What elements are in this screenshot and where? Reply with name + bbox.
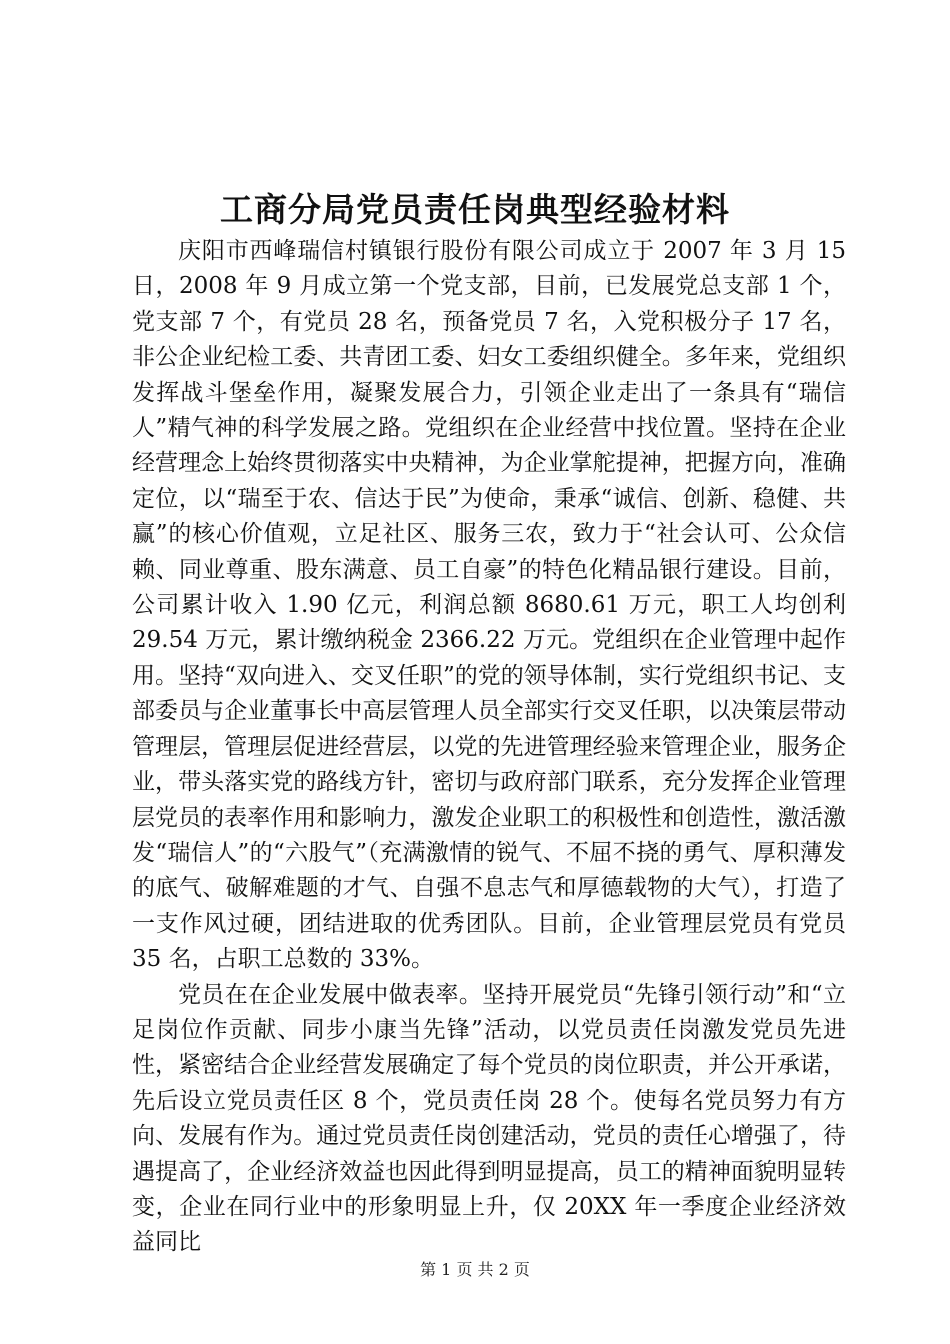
- document-title: 工商分局党员责任岗典型经验材料: [220, 190, 730, 229]
- page-footer: 第 1 页 共 2 页: [420, 1260, 530, 1279]
- paragraph: 庆阳市西峰瑞信村镇银行股份有限公司成立于 2007 年 3 月 15 日，2008 年 9 月成立第一个党支部，目前，已发展党总支部 1 个，党支部 7 个，有党员 28 名，预备党员 7 名，入党积极分子 17 名，非公企业纪检工委、共青团工委、妇女工委组织健全。多年来，党组织发挥战斗堡垒作用，凝聚发展合力，引领企业走出了一条具有“瑞信人”精气神的科学发展之路。党组织在企业经营中找位置。坚持在企业经营理念上始终贯彻落实中央精神，为企业掌舵提神，把握方向，准确定位，以“瑞至于农、信达于民”为使命，秉承“诚信、创新、稳健、共赢”的核心价值观，立足社区、服务三农，致力于“社会认可、公众信赖、同业尊重、股东满意、员工自豪”的特色化精品银行建设。目前，公司累计收入 1.90 亿元，利润总额 8680.61 万元，职工人均创利 29.54 万元，累计缴纳税金 2366.22 万元。党组织在企业管理中起作用。坚持“双向进入、交叉任职”的党的领导体制，实行党组织书记、支部委员与企业董事长中高层管理人员全部实行交叉任职，以决策层带动管理层，管理层促进经营层，以党的先进管理经验来管理企业，服务企业，带头落实党的路线方针，密切与政府部门联系，充分发挥企业管理层党员的表率作用和影响力，激发企业职工的积极性和创造性，激活激发“瑞信人”的“六股气”（充满激情的锐气、不屈不挠的勇气、厚积薄发的底气、破解难题的才气、自强不息志气和厚德载物的大气），打造了一支作风过硬，团结进取的优秀团队。目前，企业管理层党员有党员 35 名，占职工总数的 33%。: [132, 238, 846, 973]
- document-body: [132, 234, 846, 1261]
- paragraph: 党员在在企业发展中做表率。坚持开展党员“先锋引领行动”和“立足岗位作贡献、同步小康当先锋”活动，以党员责任岗激发党员先进性，紧密结合企业经营发展确定了每个党员的岗位职责，并公开承诺，先后设立党员责任区 8 个，党员责任岗 28 个。使每名党员努力有方向、发展有作为。通过党员责任岗创建活动，党员的责任心增强了，待遇提高了，企业经济效益也因此得到明显提高，员工的精神面貌明显转变，企业在同行业中的形象明显上升，仅 20XX 年一季度企业经济效益同比: [132, 981, 846, 1256]
